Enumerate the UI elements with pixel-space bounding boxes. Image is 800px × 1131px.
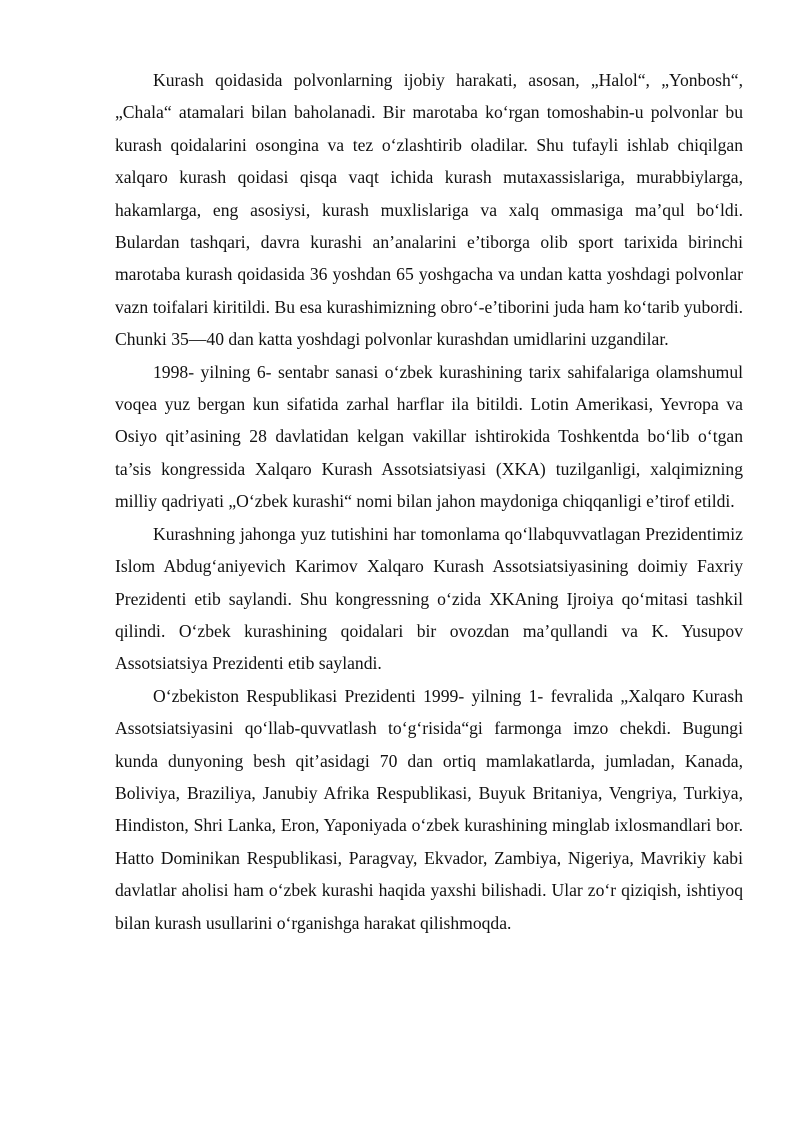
paragraph-1998-congress: 1998- yilning 6- sentabr sanasi o‘zbek kurashining tarix sahifalariga olamshumul voqea yuz bergan kun sifatida zarhal harflar ila bitildi. Lotin Amerikasi, Yevropa va Osiyo qit’asining 28 davlatidan kelgan vakillar ishtirokida Toshkentda bo‘lib o‘tgan ta’sis kongressida Xalqaro Kurash Assotsiatsiyasi (XKA) tuzilganligi, xalqimizning milliy qadriyati „O‘zbek kurashi“ nomi bilan jahon maydoniga chiqqanligi e’tirof etildi. xyxy=(115,361,743,512)
paragraph-1999-decree: O‘zbekiston Respublikasi Prezidenti 1999- yilning 1- fevralida „Xalqaro Kurash Assotsiatsiyasini qo‘llab-quvvatlash to‘g‘risida“gi farmonga imzo chekdi. Bugungi kunda dunyoning besh qit’asidagi 70 dan ortiq mamlakatlarda, jumladan, Kanada, Boliviya, Braziliya, Janubiy Afrika Respublikasi, Buyuk Britaniya, Vengriya, Turkiya, Hindiston, Shri Lanka, Eron, Yaponiyada o‘zbek kurashining minglab ixlosmandlari bor. Hatto Dominikan Respublikasi, Paragvay, Ekvador, Zambiya, Nigeriya, Mavrikiy kabi davlatlar aholisi ham o‘zbek kurashi haqida yaxshi bilishadi. Ular zo‘r qiziqish, ishtiyoq bilan kurash usullarini o‘rganishga harakat qilishmoqda. xyxy=(115,685,743,933)
document-body xyxy=(115,64,743,939)
paragraph-kurash-rules: Kurash qoidasida polvonlarning ijobiy harakati, asosan, „Halol“, „Yonbosh“, „Chala“ atamalari bilan baholanadi. Bir marotaba ko‘rgan tomoshabin-u polvonlar bu kurash qoidalarini osongina va tez o‘zlashtirib oladilar. Shu tufayli ishlab chiqilgan xalqaro kurash qoidasi qisqa vaqt ichida kurash mutaxassislariga, murabbiylarga, hakamlarga, eng asosiysi, kurash muxlislariga va xalq ommasiga ma’qul bo‘ldi. Bulardan tashqari, davra kurashi an’analarini e’tiborga olib sport tarixida birinchi marotaba kurash qoidasida 36 yoshdan 65 yoshgacha va undan katta yoshdagi polvonlar vazn toifalari kiritildi. Bu esa kurashimizning obro‘-e’tiborini juda ham ko‘tarib yubordi. Chunki 35—40 dan katta yoshdagi polvonlar kurashdan umidlarini uzgandilar. xyxy=(115,70,743,350)
paragraph-honorary-president: Kurashning jahonga yuz tutishini har tomonlama qo‘llabquvvatlagan Prezidentimiz Islom Abdug‘aniyevich Karimov Xalqaro Kurash Assotsiatsiyasining doimiy Faxriy Prezidenti etib saylandi. Shu kongressning o‘zida XKAning Ijroiya qo‘mitasi tashkil qilindi. O‘zbek kurashining qoidalari bir ovozdan ma’qullandi va K. Yusupov Assotsiatsiya Prezidenti etib saylandi. xyxy=(115,523,743,674)
